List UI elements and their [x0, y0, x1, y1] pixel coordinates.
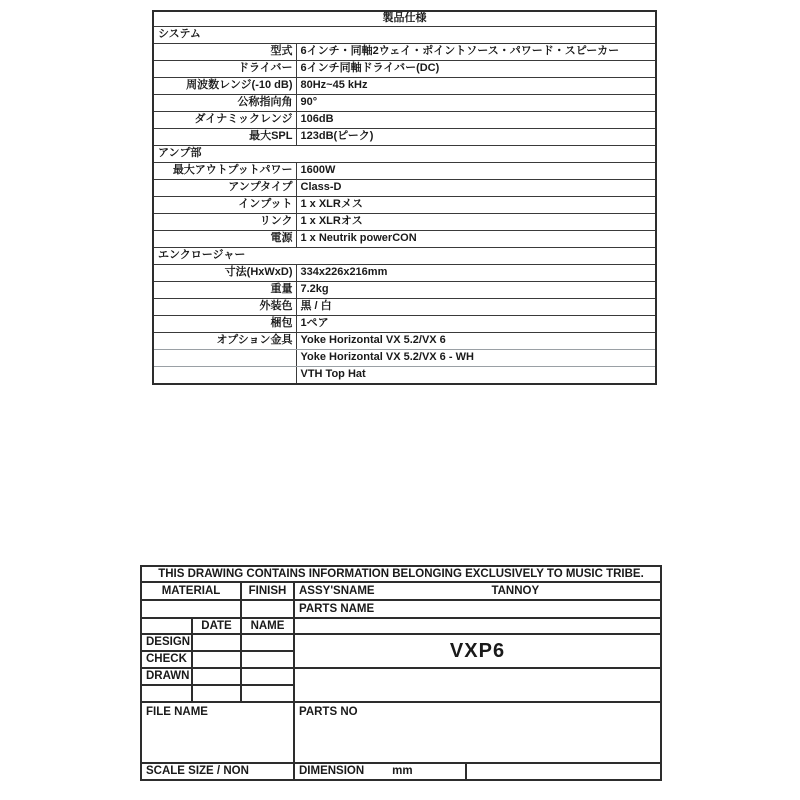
design-date-cell: [192, 634, 241, 651]
file-name-label: FILE NAME: [141, 702, 294, 763]
spec-row-optional-bracket-2: [153, 350, 656, 367]
name-header: NAME: [241, 618, 294, 634]
spec-row-optional-bracket-3: [153, 367, 656, 385]
spec-title-row: [153, 11, 656, 27]
parts-name-label: PARTS NAME: [294, 600, 661, 618]
spec-value: 334x226x216mm: [296, 265, 656, 282]
notice-row: [141, 566, 661, 582]
spec-value: Yoke Horizontal VX 5.2/VX 6 - WH: [296, 350, 656, 367]
spec-label: 電源: [153, 231, 296, 248]
empty-cell: [192, 685, 241, 702]
spec-row-frequency-range: [153, 78, 656, 95]
spec-section-amplifier: [153, 146, 656, 163]
drawn-date-cell: [192, 668, 241, 685]
spec-value: 1 x XLRメス: [296, 197, 656, 214]
spec-row-dispersion: [153, 95, 656, 112]
spec-label: 外装色: [153, 299, 296, 316]
design-row: [141, 634, 661, 651]
spec-value: Yoke Horizontal VX 5.2/VX 6: [296, 333, 656, 350]
empty-cell: [294, 618, 661, 634]
spec-row-weight: [153, 282, 656, 299]
spec-table: [152, 10, 657, 385]
spec-row-link: [153, 214, 656, 231]
spec-row-dimensions: [153, 265, 656, 282]
scale-dimension-row: [141, 763, 661, 780]
spec-label: 最大アウトプットパワー: [153, 163, 296, 180]
spec-value: Class-D: [296, 180, 656, 197]
dimension-label: DIMENSION: [299, 765, 365, 778]
spec-value: 7.2kg: [296, 282, 656, 299]
spec-row-dynamic-range: [153, 112, 656, 129]
spec-label: 梱包: [153, 316, 296, 333]
spec-table-title: 製品仕様: [153, 11, 656, 27]
spec-label: 型式: [153, 44, 296, 61]
material-value-cell: [141, 600, 241, 618]
spec-label: [153, 367, 296, 385]
spec-label: アンプタイプ: [153, 180, 296, 197]
spec-row-amp-type: [153, 180, 656, 197]
drawing-notice: THIS DRAWING CONTAINS INFORMATION BELONGING EXCLUSIVELY TO MUSIC TRIBE.: [141, 566, 661, 582]
spec-value: 6インチ同軸ドライバー(DC): [296, 61, 656, 78]
spec-row-driver: [153, 61, 656, 78]
spec-value: 106dB: [296, 112, 656, 129]
scale-label: SCALE SIZE / NON: [141, 763, 294, 780]
drawn-label: DRAWN: [141, 668, 192, 685]
spec-value: 1600W: [296, 163, 656, 180]
drawn-row: [141, 668, 661, 685]
spec-label: リンク: [153, 214, 296, 231]
spec-row-exterior-color: [153, 299, 656, 316]
material-header: MATERIAL: [141, 582, 241, 600]
design-name-cell: [241, 634, 294, 651]
date-header: DATE: [192, 618, 241, 634]
spec-row-format: [153, 44, 656, 61]
spec-label: [153, 350, 296, 367]
parts-name-row: [141, 600, 661, 618]
check-name-cell: [241, 651, 294, 668]
empty-cell: [466, 763, 661, 780]
spec-label: 周波数レンジ(-10 dB): [153, 78, 296, 95]
date-name-header-row: [141, 618, 661, 634]
spec-row-packaging: [153, 316, 656, 333]
spec-section-enclosure: [153, 248, 656, 265]
spec-value: 1 x Neutrik powerCON: [296, 231, 656, 248]
spec-label: オプション金具: [153, 333, 296, 350]
spec-value: 90°: [296, 95, 656, 112]
brand-name: TANNOY: [491, 584, 540, 597]
spec-label: インプット: [153, 197, 296, 214]
assy-name-label: ASSY'SNAME: [299, 584, 375, 597]
empty-cell: [141, 618, 192, 634]
title-block: [140, 565, 662, 781]
spec-value: VTH Top Hat: [296, 367, 656, 385]
spec-value: 80Hz~45 kHz: [296, 78, 656, 95]
check-label: CHECK: [141, 651, 192, 668]
section-label-amplifier: アンプ部: [153, 146, 656, 163]
headers-row: [141, 582, 661, 600]
spec-label: 重量: [153, 282, 296, 299]
model-number: VXP6: [294, 634, 661, 668]
spec-row-input: [153, 197, 656, 214]
spec-label: 最大SPL: [153, 129, 296, 146]
spec-value: 123dB(ピーク): [296, 129, 656, 146]
assy-name-cell: [294, 582, 661, 600]
empty-cell: [294, 668, 661, 702]
dimension-unit: mm: [392, 765, 413, 778]
finish-header: FINISH: [241, 582, 294, 600]
spec-section-system: [153, 27, 656, 44]
spec-value: 1 x XLRオス: [296, 214, 656, 231]
section-label-enclosure: エンクロージャー: [153, 248, 656, 265]
spec-row-optional-bracket-1: [153, 333, 656, 350]
spec-row-max-spl: [153, 129, 656, 146]
file-name-row: [141, 702, 661, 763]
section-label-system: システム: [153, 27, 656, 44]
spec-label: 寸法(HxWxD): [153, 265, 296, 282]
empty-cell: [141, 685, 192, 702]
spec-label: ダイナミックレンジ: [153, 112, 296, 129]
parts-no-label: PARTS NO: [294, 702, 661, 763]
spec-value: 6インチ・同軸2ウェイ・ポイントソース・パワード・スピーカー: [296, 44, 656, 61]
design-label: DESIGN: [141, 634, 192, 651]
empty-cell: [241, 685, 294, 702]
dimension-cell: [294, 763, 466, 780]
finish-value-cell: [241, 600, 294, 618]
spec-value: 1ペア: [296, 316, 656, 333]
spec-row-power-supply: [153, 231, 656, 248]
spec-row-max-output-power: [153, 163, 656, 180]
spec-label: 公称指向角: [153, 95, 296, 112]
spec-value: 黒 / 白: [296, 299, 656, 316]
drawn-name-cell: [241, 668, 294, 685]
spec-label: ドライバー: [153, 61, 296, 78]
check-date-cell: [192, 651, 241, 668]
